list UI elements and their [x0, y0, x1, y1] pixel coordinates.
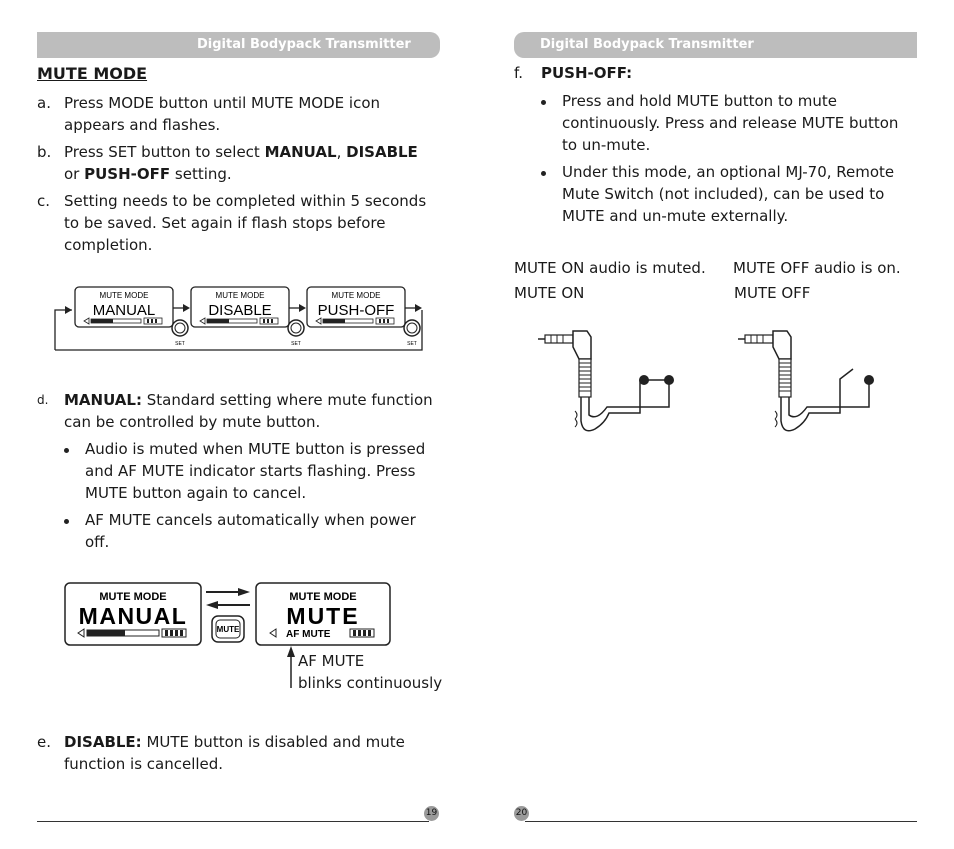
paragraph-line: to be saved. Set again if flash stops before: [64, 214, 386, 232]
paragraph-line: AF MUTE cancels automatically when power: [85, 511, 416, 529]
svg-text:AF MUTE: AF MUTE: [286, 629, 331, 640]
svg-text:MUTE MODE: MUTE MODE: [215, 291, 265, 300]
paragraph-line: Audio is muted when MUTE button is pressed: [85, 440, 426, 458]
svg-text:MANUAL: MANUAL: [92, 302, 156, 319]
diagram-caption: AF MUTE: [298, 652, 365, 670]
mute-on-label: MUTE ON: [514, 284, 585, 302]
paragraph-line: off.: [85, 533, 110, 551]
page-number: 19: [424, 806, 439, 821]
paragraph-line: Press and hold MUTE button to mute: [562, 92, 838, 110]
mute-on-switch-diagram: [535, 325, 685, 435]
paragraph-line: Under this mode, an optional MJ-70, Remote: [562, 163, 895, 181]
paragraph-line: Mute Switch (not included), can be used to: [562, 185, 885, 203]
svg-text:MUTE MODE: MUTE MODE: [289, 591, 357, 603]
list-marker: e.: [37, 733, 51, 751]
paragraph-line: to un-mute.: [562, 136, 651, 154]
svg-text:MUTE MODE: MUTE MODE: [331, 291, 381, 300]
lcd-manual: [75, 287, 173, 327]
lcd-push-off: [307, 287, 405, 327]
paragraph-line: continuously. Press and release MUTE button: [562, 114, 899, 132]
set-button-icon: [288, 320, 304, 347]
svg-text:MUTE: MUTE: [216, 625, 240, 634]
page-number: 20: [514, 806, 529, 821]
mute-mode-cycle-diagram: [50, 282, 430, 352]
svg-text:SET: SET: [175, 341, 185, 347]
paragraph-line: and AF MUTE indicator starts flashing. Press: [85, 462, 416, 480]
bullet-icon: [64, 519, 69, 524]
mute-off-label: MUTE OFF: [734, 284, 811, 302]
paragraph-line: Press MODE button until MUTE MODE icon: [64, 94, 381, 112]
svg-text:SET: SET: [407, 341, 417, 347]
svg-text:MUTE MODE: MUTE MODE: [99, 291, 149, 300]
mute-button-icon: [212, 616, 244, 642]
svg-text:DISABLE: DISABLE: [208, 302, 272, 319]
paragraph-line: Setting needs to be completed within 5 seconds: [64, 192, 427, 210]
svg-text:SET: SET: [291, 341, 301, 347]
list-marker: b.: [37, 143, 52, 161]
paragraph-line: MANUAL: Standard setting where mute function: [64, 391, 433, 409]
header-title: Digital Bodypack Transmitter: [197, 37, 411, 52]
paragraph-line: Press SET button to select MANUAL, DISABLE: [64, 143, 418, 161]
mute-off-switch-diagram: [735, 325, 885, 435]
paragraph-line: completion.: [64, 236, 153, 254]
paragraph-line: MUTE button again to cancel.: [85, 484, 307, 502]
diagram-caption: blinks continuously: [298, 674, 443, 692]
header-title: Digital Bodypack Transmitter: [540, 37, 754, 52]
lcd-disable: [191, 287, 289, 327]
bullet-icon: [64, 448, 69, 453]
mute-on-caption: MUTE ON audio is muted.: [514, 259, 706, 277]
list-marker: a.: [37, 94, 51, 112]
bullet-icon: [541, 171, 546, 176]
paragraph-line: DISABLE: MUTE button is disabled and mute: [64, 733, 405, 751]
paragraph-line: MUTE and un-mute externally.: [562, 207, 789, 225]
list-marker: d.: [37, 393, 49, 407]
svg-text:PUSH-OFF: PUSH-OFF: [317, 302, 395, 319]
paragraph-line: function is cancelled.: [64, 755, 224, 773]
svg-text:MUTE: MUTE: [286, 603, 360, 629]
paragraph-line: can be controlled by mute button.: [64, 413, 321, 431]
page-header-right: [514, 32, 917, 58]
set-button-icon: [404, 320, 420, 347]
footer-rule: [37, 821, 429, 822]
list-marker: f.: [514, 64, 523, 82]
list-marker: c.: [37, 192, 51, 210]
set-button-icon: [172, 320, 188, 347]
lcd-manual-large: [65, 583, 201, 645]
section-title: MUTE MODE: [37, 64, 148, 83]
mute-off-caption: MUTE OFF audio is on.: [733, 259, 901, 277]
page-header-left: [37, 32, 440, 58]
lcd-mute-large: [256, 583, 390, 645]
footer-rule: [525, 821, 917, 822]
paragraph-line: appears and flashes.: [64, 116, 221, 134]
paragraph-line: or PUSH-OFF setting.: [64, 165, 232, 183]
bullet-icon: [541, 100, 546, 105]
svg-text:MUTE MODE: MUTE MODE: [99, 591, 167, 603]
paragraph-line: PUSH-OFF:: [541, 64, 633, 82]
svg-text:MANUAL: MANUAL: [78, 603, 188, 629]
